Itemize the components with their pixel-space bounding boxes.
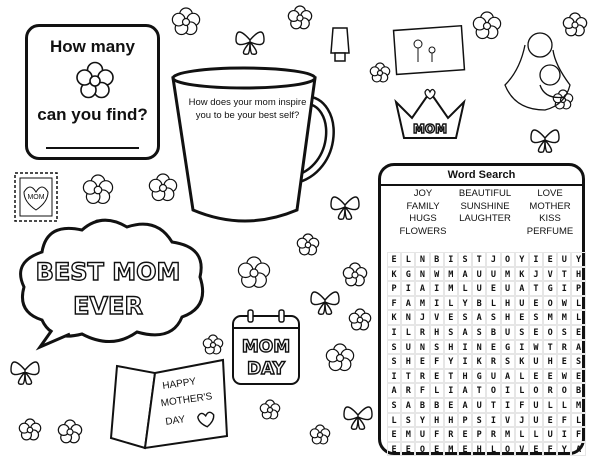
grid-cell[interactable]: E — [571, 325, 585, 340]
grid-cell[interactable]: M — [444, 267, 458, 282]
grid-cell[interactable]: I — [529, 252, 543, 267]
grid-cell[interactable]: M — [501, 427, 515, 442]
grid-cell[interactable]: B — [415, 398, 429, 413]
grid-cell[interactable]: S — [571, 354, 585, 369]
grid-cell[interactable]: H — [444, 413, 458, 428]
grid-cell[interactable]: A — [458, 325, 472, 340]
grid-cell[interactable]: F — [557, 413, 571, 428]
flower-icon — [310, 425, 329, 444]
grid-cell[interactable]: L — [486, 296, 500, 311]
grid-cell[interactable]: E — [430, 442, 444, 457]
answer-line[interactable] — [46, 147, 139, 149]
grid-cell[interactable]: E — [543, 252, 557, 267]
grid-cell[interactable]: E — [430, 369, 444, 384]
grid-cell[interactable]: R — [486, 354, 500, 369]
grid-cell[interactable]: I — [557, 281, 571, 296]
grid-cell[interactable]: L — [515, 369, 529, 384]
grid-cell[interactable]: U — [529, 354, 543, 369]
grid-cell[interactable]: J — [415, 310, 429, 325]
card-happy: HAPPY — [161, 376, 197, 392]
grid-cell[interactable]: A — [571, 340, 585, 355]
grid-cell[interactable]: I — [430, 281, 444, 296]
grid-cell[interactable]: E — [444, 398, 458, 413]
flower-icon — [19, 419, 40, 440]
grid-cell[interactable]: E — [401, 442, 415, 457]
grid-cell[interactable]: O — [543, 296, 557, 311]
grid-cell[interactable]: S — [430, 340, 444, 355]
grid-cell[interactable]: B — [472, 296, 486, 311]
grid-cell[interactable]: W — [557, 369, 571, 384]
card-mothers: MOTHER'S — [160, 391, 214, 410]
grid-cell[interactable]: R — [401, 383, 415, 398]
grid-cell[interactable]: H — [444, 340, 458, 355]
grid-cell[interactable]: K — [387, 267, 401, 282]
grid-cell[interactable]: E — [571, 369, 585, 384]
word-list-item: BEAUTIFUL — [458, 188, 512, 199]
grid-cell[interactable]: O — [557, 383, 571, 398]
divider — [381, 184, 582, 186]
grid-cell[interactable]: E — [387, 252, 401, 267]
grid-cell[interactable]: H — [501, 296, 515, 311]
grid-cell[interactable]: N — [401, 310, 415, 325]
calendar-day-text: DAY — [247, 359, 285, 379]
butterfly-icon — [344, 407, 372, 429]
word-list-col-2 — [453, 188, 517, 226]
grid-cell[interactable]: V — [430, 310, 444, 325]
ever-text: EVER — [73, 292, 143, 320]
crown-illustration — [390, 80, 470, 150]
greeting-card — [105, 348, 235, 458]
grid-cell[interactable]: F — [543, 442, 557, 457]
grid-cell[interactable]: L — [430, 383, 444, 398]
grid-cell[interactable]: Y — [458, 296, 472, 311]
grid-cell[interactable]: M — [571, 398, 585, 413]
grid-cell[interactable]: S — [501, 354, 515, 369]
grid-cell[interactable]: I — [557, 427, 571, 442]
lotion-tube-icon — [325, 25, 355, 65]
grid-cell[interactable]: S — [458, 252, 472, 267]
flower-icon — [297, 234, 318, 255]
butterfly-icon — [11, 362, 39, 384]
grid-cell[interactable]: H — [472, 442, 486, 457]
grid-cell[interactable]: U — [401, 340, 415, 355]
grid-cell[interactable]: L — [444, 296, 458, 311]
grid-cell[interactable]: A — [401, 296, 415, 311]
word-list-item: LAUGHTER — [459, 213, 511, 224]
grid-cell[interactable]: A — [571, 442, 585, 457]
grid-cell[interactable]: L — [557, 398, 571, 413]
grid-cell[interactable]: M — [543, 310, 557, 325]
grid-cell[interactable]: U — [529, 398, 543, 413]
calendar-mom-text: MOM — [241, 337, 291, 357]
grid-cell[interactable]: H — [430, 413, 444, 428]
grid-cell[interactable]: U — [543, 427, 557, 442]
grid-cell[interactable]: F — [415, 383, 429, 398]
grid-cell[interactable]: B — [430, 252, 444, 267]
grid-cell[interactable]: I — [444, 252, 458, 267]
grid-cell[interactable]: S — [486, 310, 500, 325]
grid-cell[interactable]: U — [501, 325, 515, 340]
grid-cell[interactable]: W — [430, 267, 444, 282]
grid-cell[interactable]: L — [529, 427, 543, 442]
grid-cell[interactable]: R — [543, 383, 557, 398]
can-you-find-label: can you find? — [37, 105, 148, 124]
flower-icon — [326, 344, 353, 371]
grid-cell[interactable]: E — [458, 427, 472, 442]
grid-cell[interactable]: O — [415, 442, 429, 457]
family-photo-illustration — [390, 22, 470, 77]
grid-cell[interactable]: O — [543, 325, 557, 340]
grid-cell[interactable]: L — [458, 281, 472, 296]
mug-question: How does your mom inspire you to be your best self? — [188, 97, 307, 121]
grid-cell[interactable]: T — [472, 252, 486, 267]
grid-cell[interactable]: I — [515, 340, 529, 355]
grid-cell[interactable]: U — [515, 296, 529, 311]
grid-cell[interactable]: N — [415, 340, 429, 355]
grid-cell[interactable]: F — [430, 427, 444, 442]
grid-cell[interactable]: E — [387, 427, 401, 442]
grid-cell[interactable]: L — [387, 413, 401, 428]
grid-cell[interactable]: A — [501, 369, 515, 384]
grid-cell[interactable]: T — [529, 281, 543, 296]
grid-cell[interactable]: T — [472, 383, 486, 398]
word-list-item: MOTHER — [529, 200, 571, 212]
grid-cell[interactable]: T — [543, 340, 557, 355]
grid-cell[interactable]: E — [557, 354, 571, 369]
word-search-title: Word Search — [447, 169, 516, 181]
grid-cell[interactable]: E — [529, 369, 543, 384]
grid-cell[interactable]: U — [529, 413, 543, 428]
grid-cell[interactable]: E — [444, 310, 458, 325]
card-day: DAY — [164, 414, 186, 428]
flower-icon — [343, 263, 366, 286]
word-list-item: JOY — [413, 188, 433, 199]
grid-cell[interactable]: O — [486, 383, 500, 398]
flower-icon — [83, 175, 112, 203]
grid-cell[interactable]: O — [529, 383, 543, 398]
word-list-item: KISS — [539, 213, 561, 224]
grid-cell[interactable]: K — [515, 267, 529, 282]
grid-cell[interactable]: E — [529, 325, 543, 340]
grid-cell[interactable]: I — [486, 413, 500, 428]
grid-cell[interactable]: H — [401, 354, 415, 369]
crown-mom-text: MOM — [412, 122, 448, 136]
grid-cell[interactable]: M — [401, 427, 415, 442]
grid-cell[interactable]: I — [430, 296, 444, 311]
letter-grid — [387, 252, 586, 456]
grid-cell[interactable]: H — [571, 267, 585, 282]
grid-cell[interactable]: L — [571, 310, 585, 325]
grid-cell[interactable]: A — [458, 398, 472, 413]
grid-cell[interactable]: F — [430, 354, 444, 369]
grid-cell[interactable]: A — [387, 383, 401, 398]
grid-cell[interactable]: S — [472, 325, 486, 340]
grid-cell[interactable]: I — [501, 398, 515, 413]
grid-cell[interactable]: S — [387, 398, 401, 413]
butterfly-icon — [236, 32, 264, 54]
grid-cell[interactable]: U — [472, 267, 486, 282]
grid-cell[interactable]: U — [472, 398, 486, 413]
grid-cell[interactable]: I — [458, 340, 472, 355]
grid-cell[interactable]: O — [501, 442, 515, 457]
grid-cell[interactable]: H — [458, 369, 472, 384]
best-mom-text: BEST MOM — [35, 258, 181, 286]
grid-cell[interactable]: Y — [557, 442, 571, 457]
mother-child-illustration — [485, 25, 585, 115]
grid-cell[interactable]: B — [430, 398, 444, 413]
grid-cell[interactable]: R — [415, 325, 429, 340]
grid-cell[interactable]: W — [557, 296, 571, 311]
grid-cell[interactable]: E — [529, 296, 543, 311]
grid-cell[interactable]: B — [486, 325, 500, 340]
grid-cell[interactable]: I — [387, 369, 401, 384]
grid-cell[interactable]: S — [387, 340, 401, 355]
grid-cell[interactable]: T — [444, 369, 458, 384]
grid-cell[interactable]: P — [472, 427, 486, 442]
grid-cell[interactable]: I — [501, 383, 515, 398]
grid-cell[interactable]: R — [486, 427, 500, 442]
grid-cell[interactable]: E — [543, 369, 557, 384]
grid-cell[interactable]: F — [387, 296, 401, 311]
grid-cell[interactable]: L — [401, 252, 415, 267]
grid-cell[interactable]: U — [501, 281, 515, 296]
word-list-item: HUGS — [409, 213, 437, 224]
flower-icon — [75, 61, 115, 101]
mug-illustration — [165, 60, 345, 235]
grid-cell[interactable]: E — [415, 354, 429, 369]
grid-cell[interactable]: E — [543, 413, 557, 428]
grid-cell[interactable]: A — [458, 383, 472, 398]
stamp-mom-text: MOM — [27, 194, 45, 201]
grid-cell[interactable]: M — [415, 296, 429, 311]
grid-cell[interactable]: N — [415, 267, 429, 282]
word-search-panel — [378, 163, 585, 455]
grid-cell[interactable]: L — [543, 398, 557, 413]
grid-cell[interactable]: Y — [444, 354, 458, 369]
grid-cell[interactable]: S — [458, 310, 472, 325]
grid-cell[interactable]: M — [444, 442, 458, 457]
grid-cell[interactable]: E — [387, 442, 401, 457]
grid-cell[interactable]: U — [486, 369, 500, 384]
grid-cell[interactable]: G — [543, 281, 557, 296]
grid-cell[interactable]: F — [515, 398, 529, 413]
grid-cell[interactable]: N — [415, 252, 429, 267]
grid-cell[interactable]: V — [543, 267, 557, 282]
grid-cell[interactable]: A — [415, 281, 429, 296]
flower-icon — [349, 309, 370, 330]
grid-cell[interactable]: S — [401, 413, 415, 428]
grid-cell[interactable]: L — [401, 325, 415, 340]
grid-cell[interactable]: V — [515, 442, 529, 457]
grid-cell[interactable]: P — [571, 281, 585, 296]
grid-cell[interactable]: A — [401, 398, 415, 413]
word-list-item: SUNSHINE — [460, 200, 510, 212]
grid-cell[interactable]: S — [529, 310, 543, 325]
how-many-label: How many — [49, 37, 136, 56]
grid-cell[interactable]: R — [557, 340, 571, 355]
grid-cell[interactable]: A — [458, 267, 472, 282]
word-list-item: FLOWERS — [399, 225, 447, 237]
grid-cell[interactable]: L — [571, 296, 585, 311]
grid-cell[interactable]: J — [486, 252, 500, 267]
word-list-item: PERFUME — [526, 225, 574, 237]
grid-cell[interactable]: Y — [571, 252, 585, 267]
grid-cell[interactable]: T — [401, 369, 415, 384]
grid-cell[interactable]: L — [515, 427, 529, 442]
grid-cell[interactable]: F — [571, 427, 585, 442]
grid-cell[interactable]: P — [458, 413, 472, 428]
grid-cell[interactable]: I — [458, 354, 472, 369]
grid-cell[interactable]: P — [387, 281, 401, 296]
calendar-illustration — [230, 308, 302, 388]
grid-cell[interactable]: J — [515, 413, 529, 428]
grid-cell[interactable]: K — [472, 354, 486, 369]
grid-cell[interactable]: A — [472, 310, 486, 325]
word-list-col-3 — [519, 188, 581, 238]
grid-cell[interactable]: Y — [515, 252, 529, 267]
flower-icon — [58, 420, 81, 443]
grid-cell[interactable]: M — [444, 281, 458, 296]
grid-cell[interactable]: L — [486, 442, 500, 457]
butterfly-icon — [531, 130, 559, 152]
grid-cell[interactable]: T — [486, 398, 500, 413]
word-list-item: FAMILY — [406, 200, 440, 212]
grid-cell[interactable]: E — [486, 281, 500, 296]
grid-cell[interactable]: S — [444, 325, 458, 340]
grid-cell[interactable]: I — [387, 325, 401, 340]
grid-cell[interactable]: J — [529, 267, 543, 282]
grid-cell[interactable]: M — [557, 310, 571, 325]
grid-cell[interactable]: E — [529, 442, 543, 457]
grid-cell[interactable]: N — [472, 340, 486, 355]
butterfly-icon — [311, 292, 339, 314]
word-list-col-1 — [393, 188, 453, 238]
how-many-box — [25, 24, 160, 160]
grid-cell[interactable]: I — [401, 281, 415, 296]
grid-cell[interactable]: G — [472, 369, 486, 384]
grid-cell[interactable]: U — [557, 252, 571, 267]
flower-icon — [238, 257, 269, 287]
grid-cell[interactable]: G — [401, 267, 415, 282]
grid-cell[interactable]: G — [501, 340, 515, 355]
grid-cell[interactable]: S — [387, 354, 401, 369]
grid-cell[interactable]: I — [444, 383, 458, 398]
grid-cell[interactable]: E — [515, 310, 529, 325]
grid-cell[interactable]: T — [557, 267, 571, 282]
grid-cell[interactable]: L — [515, 383, 529, 398]
grid-cell[interactable]: O — [501, 252, 515, 267]
flower-icon — [172, 8, 199, 35]
grid-cell[interactable]: U — [486, 267, 500, 282]
grid-cell[interactable]: V — [501, 413, 515, 428]
flower-icon — [370, 63, 389, 82]
grid-cell[interactable]: S — [515, 325, 529, 340]
grid-cell[interactable]: W — [529, 340, 543, 355]
speech-cloud — [12, 212, 212, 352]
grid-cell[interactable]: K — [515, 354, 529, 369]
grid-cell[interactable]: R — [444, 427, 458, 442]
flower-icon — [260, 400, 279, 419]
grid-cell[interactable]: R — [415, 369, 429, 384]
grid-cell[interactable]: H — [543, 354, 557, 369]
grid-cell[interactable]: A — [515, 281, 529, 296]
grid-cell[interactable]: H — [430, 325, 444, 340]
grid-cell[interactable]: Y — [415, 413, 429, 428]
grid-cell[interactable]: S — [472, 413, 486, 428]
grid-cell[interactable]: E — [458, 442, 472, 457]
flower-icon — [288, 6, 311, 29]
grid-cell[interactable]: B — [571, 383, 585, 398]
grid-cell[interactable]: M — [501, 267, 515, 282]
grid-cell[interactable]: S — [557, 325, 571, 340]
grid-cell[interactable]: U — [472, 281, 486, 296]
word-list-item: LOVE — [537, 188, 563, 199]
grid-cell[interactable]: H — [501, 310, 515, 325]
grid-cell[interactable]: L — [571, 413, 585, 428]
stamp-illustration — [12, 170, 62, 226]
grid-cell[interactable]: U — [415, 427, 429, 442]
grid-cell[interactable]: E — [486, 340, 500, 355]
grid-cell[interactable]: K — [387, 310, 401, 325]
